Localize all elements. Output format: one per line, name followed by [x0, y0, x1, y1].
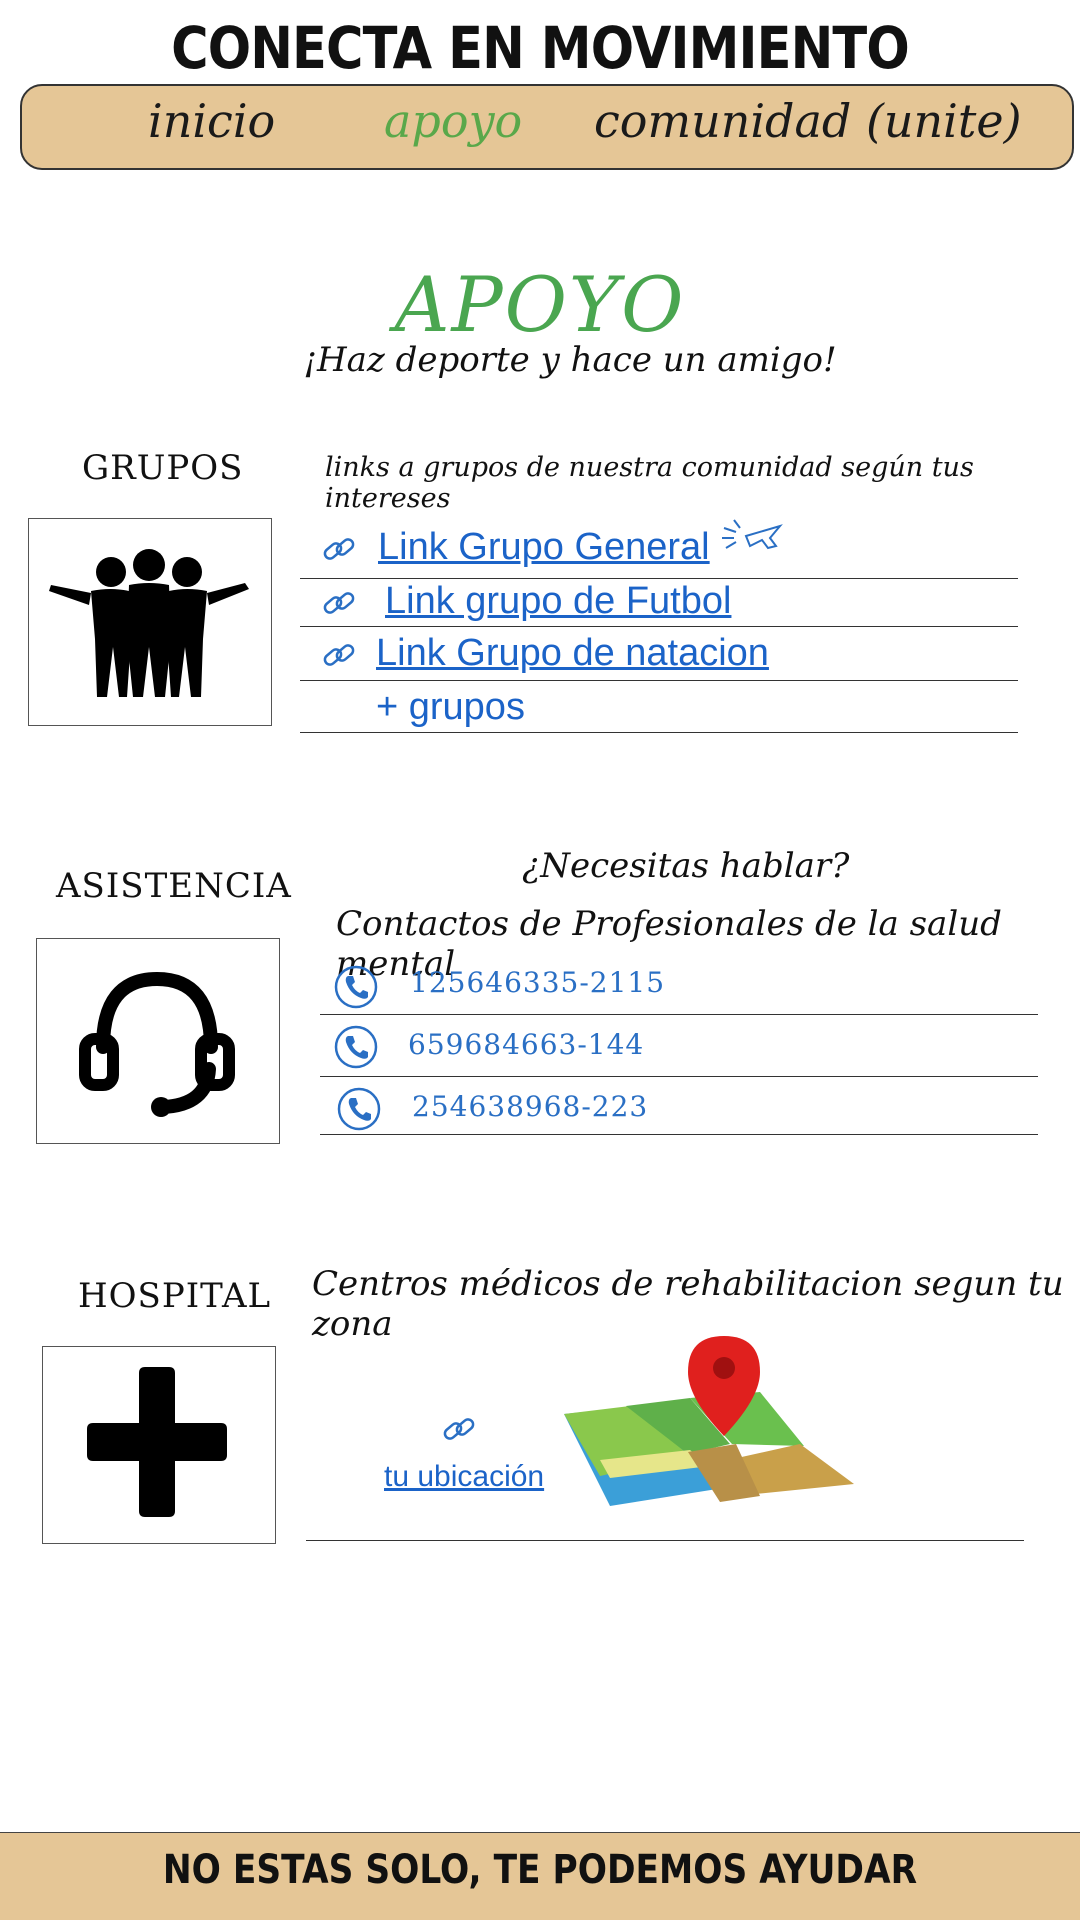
phone-number-1[interactable]: 125646335-2115 — [410, 966, 666, 999]
phone-number-3[interactable]: 254638968-223 — [412, 1090, 649, 1123]
page-subheading: ¡Haz deporte y hace un amigo! — [303, 340, 837, 380]
link-icon — [440, 1410, 480, 1454]
row-divider — [320, 1014, 1038, 1015]
phone-number-2[interactable]: 659684663-144 — [408, 1028, 645, 1061]
assistance-question: ¿Necesitas hablar? — [522, 846, 850, 886]
assistance-icon-box — [36, 938, 280, 1144]
groups-icon-box — [28, 518, 272, 726]
row-divider — [300, 680, 1018, 681]
site-title: CONECTA EN MOVIMIENTO — [171, 14, 909, 82]
phone-icon — [336, 1086, 382, 1136]
group-link-natacion[interactable]: Link Grupo de natacion — [376, 632, 769, 674]
groups-description: links a grupos de nuestra comunidad según tus intereses — [325, 452, 974, 514]
hospital-icon-box — [42, 1346, 276, 1544]
page-heading: APOYO — [394, 260, 686, 349]
nav-item-comunidad[interactable]: comunidad (unite) — [594, 94, 1022, 148]
footer-text: NO ESTAS SOLO, TE PODEMOS AYUDAR — [162, 1847, 918, 1893]
link-icon — [320, 584, 360, 628]
row-divider — [300, 732, 1018, 733]
row-divider — [320, 1076, 1038, 1077]
group-link-futbol[interactable]: Link grupo de Futbol — [385, 580, 732, 622]
link-icon — [320, 636, 360, 680]
assistance-description: Contactos de Profesionales de la salud mental — [336, 904, 1002, 984]
nav-bar — [20, 84, 1074, 170]
hospital-label: HOSPITAL — [78, 1276, 272, 1316]
medical-cross-icon — [43, 1347, 273, 1541]
row-divider — [320, 1134, 1038, 1135]
map-pin-icon — [560, 1336, 860, 1520]
row-divider — [306, 1540, 1024, 1541]
phone-icon — [333, 1024, 379, 1074]
headset-icon — [37, 939, 277, 1141]
location-link[interactable]: tu ubicación — [384, 1460, 545, 1493]
row-divider — [300, 626, 1018, 627]
phone-icon — [333, 964, 379, 1014]
nav-item-apoyo[interactable]: apoyo — [384, 94, 523, 148]
footer-bar — [0, 1832, 1080, 1920]
more-groups-link[interactable]: + grupos — [376, 686, 525, 728]
link-icon — [320, 530, 360, 574]
nav-item-inicio[interactable]: inicio — [148, 94, 276, 148]
cursor-click-icon — [720, 516, 784, 560]
group-of-people-icon — [29, 519, 269, 723]
hospital-description: Centros médicos de rehabilitacion segun tu zona — [312, 1264, 1064, 1344]
row-divider — [300, 578, 1018, 579]
assistance-label: ASISTENCIA — [56, 866, 292, 906]
group-link-general[interactable]: Link Grupo General — [378, 526, 710, 568]
groups-label: GRUPOS — [82, 448, 244, 488]
